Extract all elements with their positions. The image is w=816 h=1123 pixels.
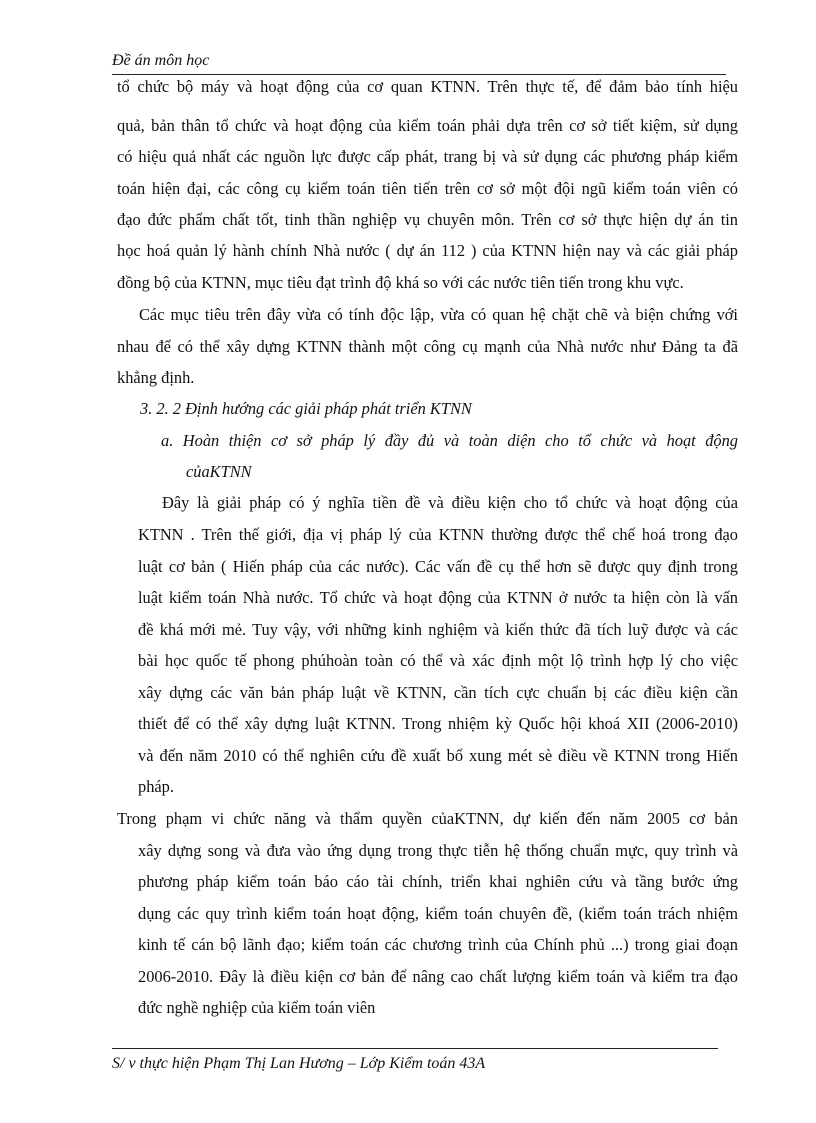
body-line: toán hiện đại, các công cụ kiểm toán tiên tiến trên cơ sở một đội ngũ kiểm toán viên có [117, 179, 738, 198]
subheading-line: củaKTNN [186, 462, 252, 481]
body-line: Các mục tiêu trên đây vừa có tính độc lập, vừa có quan hệ chặt chẽ và biện chứng với [139, 305, 738, 324]
footer-text: S/ v thực hiện Phạm Thị Lan Hương – Lớp Kiểm toán 43A [112, 1055, 486, 1072]
body-line: đạo đức phẩm chất tốt, tinh thần nghiệp vụ chuyên môn. Trên cơ sở thực hiện dự án tin [117, 210, 738, 229]
body-line: đề khá mới mẻ. Tuy vậy, với những kinh nghiệm và kiến thức đã tích luỹ được và các [138, 620, 738, 639]
body-line: kinh tế cán bộ lãnh đạo; kiểm toán các chương trình của Chính phủ ...) trong giai đoạn [138, 935, 738, 954]
body-line: nhau để có thể xây dựng KTNN thành một công cụ mạnh của Nhà nước như Đảng ta đã [117, 337, 738, 356]
body-line: đồng bộ của KTNN, mục tiêu đạt trình độ khá so với các nước tiên tiến trong khu vực. [117, 273, 684, 292]
body-line: quả, bản thân tổ chức và hoạt động của kiểm toán phải dựa trên cơ sở tiết kiệm, sử dụng [117, 116, 738, 135]
body-line: và đến năm 2010 có thể nghiên cứu đề xuất bổ xung mét sè điều về KTNN trong Hiến [138, 746, 738, 765]
body-line: Đây là giải pháp có ý nghĩa tiền đề và điều kiện cho tổ chức và hoạt động của [162, 493, 738, 512]
body-line: tổ chức bộ máy và hoạt động của cơ quan KTNN. Trên thực tế, để đảm bảo tính hiệu [117, 77, 738, 96]
page-footer [112, 1048, 718, 1075]
header-title: Đề án môn học [112, 52, 210, 69]
body-line: thiết để có thể xây dựng luật KTNN. Trong nhiệm kỳ Quốc hội khoá XII (2006-2010) [138, 714, 738, 733]
body-line: đức nghề nghiệp của kiểm toán viên [138, 998, 376, 1017]
section-heading: 3. 2. 2 Định hướng các giải pháp phát triển KTNN [140, 399, 472, 418]
body-line: xây dựng các văn bản pháp luật về KTNN, cần tích cực chuẩn bị các điều kiện cần [138, 683, 738, 702]
body-line: luật kiểm toán Nhà nước. Tổ chức và hoạt động của KTNN ở nước ta hiện còn là vấn [138, 588, 738, 607]
body-line: dụng các quy trình kiểm toán hoạt động, kiểm toán chuyên đề, (kiểm toán trách nhiệm [138, 904, 738, 923]
body-line: pháp. [138, 777, 174, 796]
body-line: luật cơ bản ( Hiến pháp của các nước). Các vấn đề cụ thể hơn sẽ được quy định trong [138, 557, 738, 576]
body-line: có hiệu quả nhất các nguồn lực được cấp phát, trang bị và sử dụng các phương pháp kiểm [117, 147, 738, 166]
body-line: học hoá quản lý hành chính Nhà nước ( dự án 112 ) của KTNN hiện nay và các giải pháp [117, 241, 738, 260]
subheading-line: a. Hoàn thiện cơ sở pháp lý đầy đủ và toàn diện cho tổ chức và hoạt động [161, 431, 738, 450]
page-header [112, 50, 726, 75]
body-line: Trong phạm vi chức năng và thẩm quyền củaKTNN, dự kiến đến năm 2005 cơ bản [117, 809, 738, 828]
body-line: khẳng định. [117, 368, 195, 387]
body-line: KTNN . Trên thế giới, địa vị pháp lý của KTNN thường được thể chế hoá trong đạo [138, 525, 738, 544]
body-line: 2006-2010. Đây là điều kiện cơ bản để nâng cao chất lượng kiểm toán và kiểm tra đạo [138, 967, 738, 986]
body-line: xây dựng song và đưa vào ứng dụng trong thực tiễn hệ thống chuẩn mực, quy trình và [138, 841, 738, 860]
body-line: bài học quốc tế phong phúhoàn toàn có thể và xác định một lộ trình hợp lý cho việc [138, 651, 738, 670]
body-line: phương pháp kiểm toán báo cáo tài chính, triển khai nghiên cứu và tầng bước ứng [138, 872, 738, 891]
